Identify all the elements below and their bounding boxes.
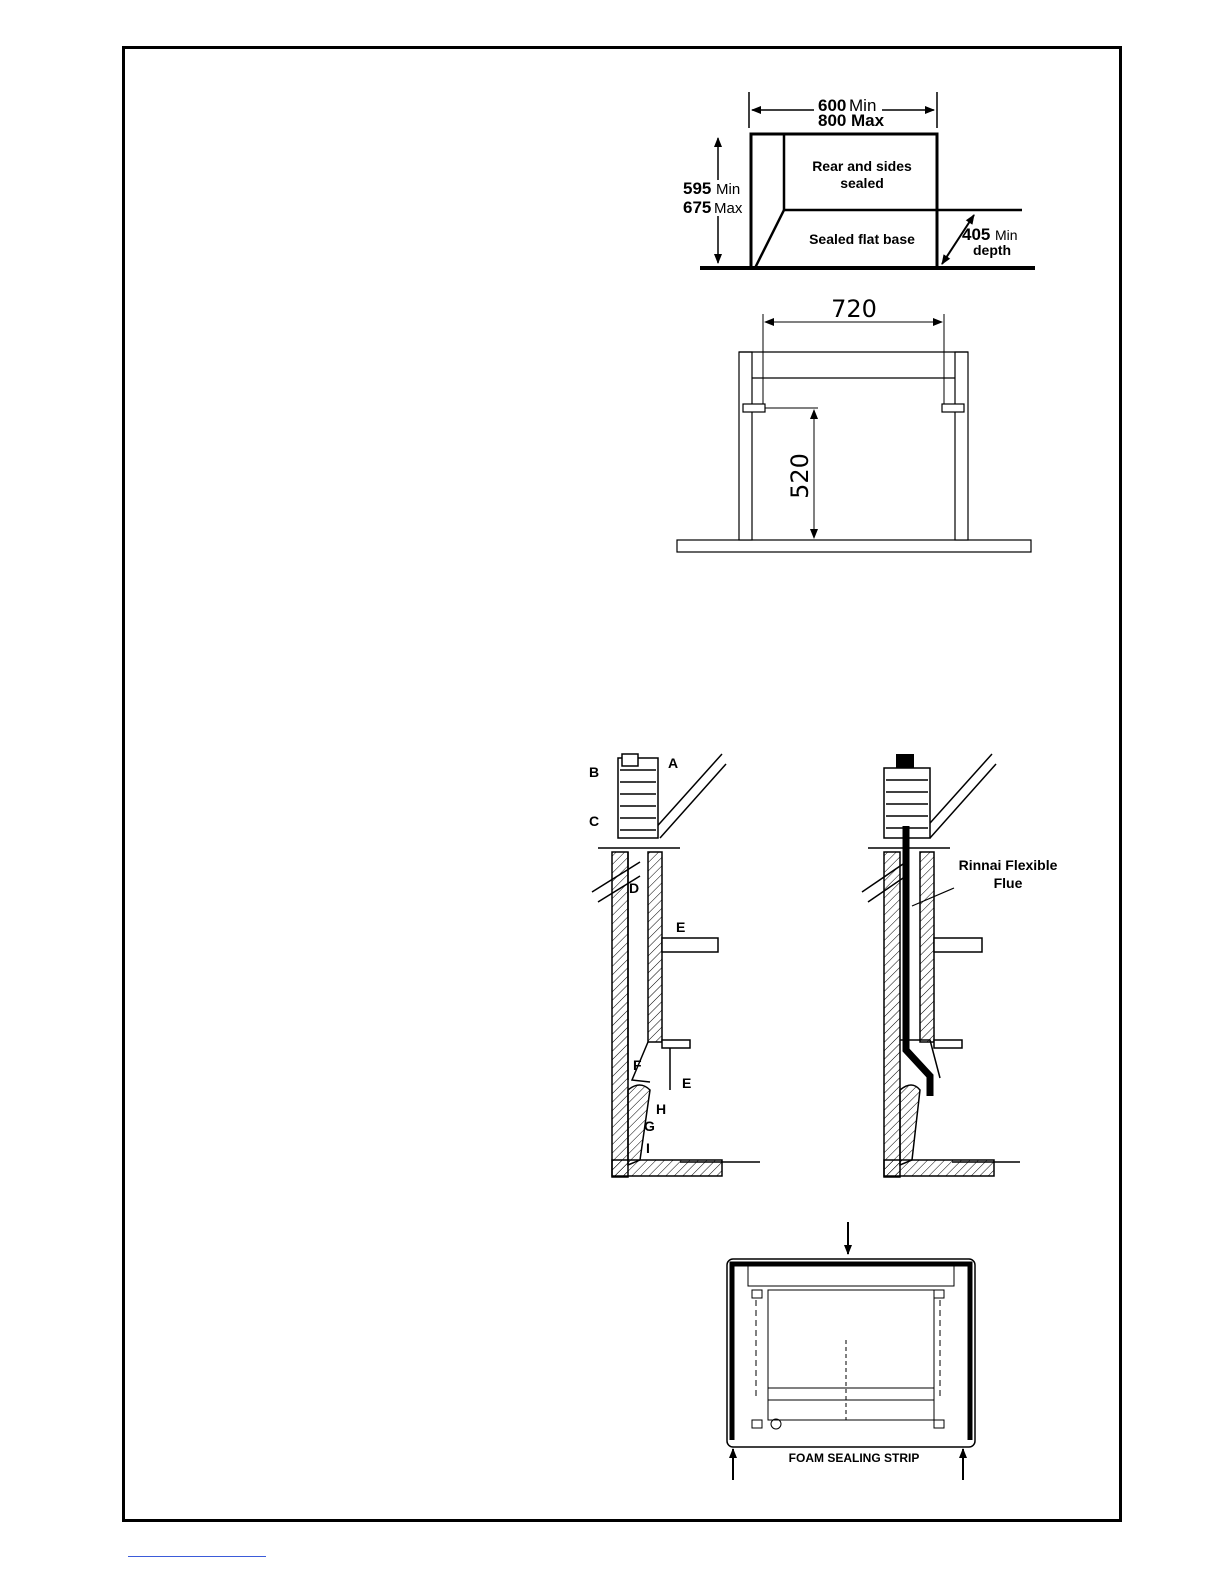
label-c: C [589, 813, 600, 829]
depth-unit: Min [995, 227, 1018, 243]
depth-value: 405 [962, 225, 991, 244]
flue-label-line1: Rinnai Flexible [958, 857, 1058, 873]
label-e-bottom: E [682, 1075, 692, 1091]
flue-label-line2: Flue [993, 875, 1023, 891]
bracket-diagram [677, 295, 1031, 552]
foam-strip-label: FOAM SEALING STRIP [788, 1451, 920, 1465]
height-max-value: 675 [683, 198, 712, 217]
label-d: D [629, 880, 640, 896]
height-min-value: 595 [683, 179, 712, 198]
front-view-diagram [727, 1222, 975, 1480]
width-max-unit: Max [851, 111, 885, 130]
chimney-diagram-left [592, 754, 760, 1177]
width-min-value: 600 [818, 96, 847, 115]
label-f: F [633, 1057, 642, 1073]
width-min-unit: Min [849, 96, 877, 115]
rear-sides-label-2: sealed [840, 175, 884, 191]
bracket-height-dim: 520 [786, 453, 814, 499]
sealed-base-label: Sealed flat base [809, 231, 915, 247]
height-max-unit: Max [714, 200, 743, 217]
label-b: B [589, 764, 600, 780]
bracket-width-dim: 720 [831, 295, 877, 323]
opening-diagram [683, 92, 1035, 268]
label-e-top: E [676, 919, 686, 935]
footer-link-underline [128, 1555, 266, 1557]
label-h: H [656, 1101, 667, 1117]
width-max-value: 800 [818, 111, 847, 130]
chimney-diagram-right [862, 754, 1020, 1177]
label-i: I [646, 1140, 650, 1156]
label-a: A [668, 755, 679, 771]
depth-word: depth [973, 242, 1012, 258]
height-min-unit: Min [716, 181, 741, 198]
rear-sides-label: Rear and sides [812, 158, 912, 174]
label-g: G [644, 1118, 655, 1134]
